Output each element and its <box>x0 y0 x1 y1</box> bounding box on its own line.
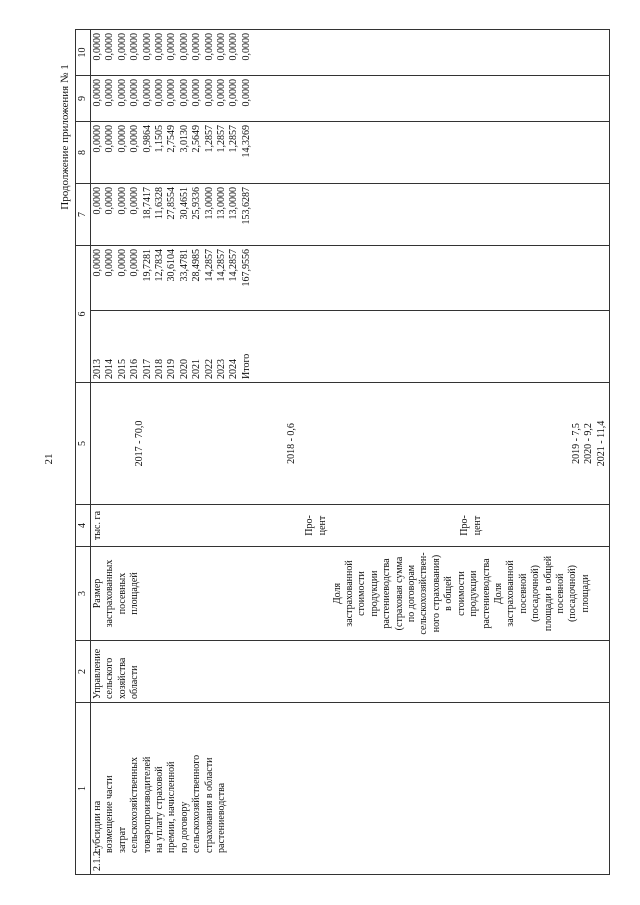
header-col-1: 1 <box>76 703 91 875</box>
indicators-cell <box>91 547 610 641</box>
value-cell: 0,0000 <box>191 33 203 61</box>
header-col-8: 8 <box>76 122 91 184</box>
unit-thousand-ha: тыс. га <box>92 510 103 541</box>
header-col-6: 6 <box>76 246 91 383</box>
value-cell: 0,0000 <box>129 33 141 61</box>
indicator-line: сельскохозяйствен- <box>418 552 430 635</box>
unit-line: Про- <box>459 515 471 536</box>
value-cell: 28,4985 <box>191 249 203 282</box>
value-cell: 0,0000 <box>129 187 141 215</box>
value-cell: 0,0000 <box>216 33 228 61</box>
measure-name-line: растениеводства <box>216 782 228 853</box>
value-cell: 0,0000 <box>203 79 215 107</box>
executor-line: сельского <box>104 657 116 699</box>
value-cell: 0,0000 <box>104 79 116 107</box>
year-value: 2020 <box>178 359 190 379</box>
indicator-line: площади в общей <box>542 555 554 632</box>
indicator-line: застрахованной <box>505 560 517 627</box>
indicator-insured-value-share <box>332 550 493 637</box>
value-cell: 0,0000 <box>116 249 128 277</box>
indicator-insured-area <box>92 550 142 637</box>
executor-line: хозяйства <box>116 657 128 699</box>
indicator-line: в общей <box>443 576 455 611</box>
value-cell: 0,0000 <box>92 249 103 277</box>
year-value: 2022 <box>203 359 215 379</box>
value-cell: 0,0000 <box>141 33 153 61</box>
measure-name-line: возмещение части <box>104 775 116 853</box>
rotated-table-wrapper <box>75 30 610 875</box>
value-cell: 14,2857 <box>203 249 215 282</box>
unit-line: цент <box>471 515 483 536</box>
indicator-line: растениеводства <box>381 558 393 629</box>
target-insured-value-share: 2018 - 0,6 <box>286 423 298 464</box>
year-value: 2017 <box>141 359 153 379</box>
value-cell: 19,7281 <box>141 249 153 282</box>
value-cell: 2,5649 <box>191 125 203 153</box>
value-cell: 1,2857 <box>203 125 215 153</box>
value-cell: 30,4651 <box>178 187 190 220</box>
year-value: 2014 <box>104 359 116 379</box>
value-cell: 0,0000 <box>228 33 240 61</box>
values-col10 <box>92 33 253 72</box>
target-line: 2021 - 11,4 <box>595 420 607 467</box>
col6-cell <box>91 246 610 311</box>
target-insured-area-share <box>571 386 608 501</box>
values-col9 <box>92 79 253 118</box>
indicator-line: ного страхования) <box>430 554 442 633</box>
measure-name-line: по договору <box>178 801 190 853</box>
value-cell: 27,8554 <box>166 187 178 220</box>
unit-line: цент <box>316 515 328 536</box>
indicator-line: (страховая сумма <box>393 556 405 631</box>
value-cell: 18,7417 <box>141 187 153 220</box>
years-list <box>92 314 253 379</box>
indicator-line: растениеводства <box>480 558 492 629</box>
header-col-5: 5 <box>76 383 91 505</box>
header-col-7: 7 <box>76 184 91 246</box>
value-cell: 0,0000 <box>129 249 141 277</box>
indicator-line: площади <box>579 574 591 613</box>
header-row <box>76 30 91 875</box>
measures-table <box>75 29 610 875</box>
value-cell: 33,4781 <box>178 249 190 282</box>
executor-line: области <box>129 665 141 699</box>
value-cell: 0,0000 <box>92 33 103 61</box>
indicator-insured-area-share <box>493 550 592 637</box>
year-value: 2024 <box>228 359 240 379</box>
years-cell <box>91 311 610 383</box>
value-cell: 0,0000 <box>178 33 190 61</box>
indicator-line: продукции <box>468 570 480 617</box>
values-col8 <box>92 125 253 180</box>
year-value: 2015 <box>116 359 128 379</box>
value-cell: 0,0000 <box>92 125 103 153</box>
measure-name-line: премии, начисленной <box>166 761 178 853</box>
value-cell: 0,0000 <box>116 187 128 215</box>
value-cell: 153,6287 <box>240 187 252 225</box>
value-cell: 0,0000 <box>104 187 116 215</box>
indicator-line: посевной <box>517 573 529 614</box>
value-cell: 0,0000 <box>228 79 240 107</box>
measure-code: 2.1.2. <box>92 848 103 871</box>
indicator-line: продукции <box>368 570 380 617</box>
year-value: 2021 <box>191 359 203 379</box>
targets-cell <box>91 383 610 505</box>
indicator-line: посевных <box>116 572 128 615</box>
value-cell: 1,2857 <box>228 125 240 153</box>
target-line: 2020 - 9,2 <box>583 423 595 464</box>
year-value: Итого <box>240 353 252 379</box>
value-cell: 0,0000 <box>166 79 178 107</box>
indicator-line: (посадочной) <box>567 565 579 622</box>
indicator-line: по договорам <box>406 564 418 623</box>
header-col-9: 9 <box>76 76 91 122</box>
units-cell <box>91 505 610 547</box>
value-cell: 30,6104 <box>166 249 178 282</box>
header-col-2: 2 <box>76 641 91 703</box>
value-cell: 0,0000 <box>116 125 128 153</box>
value-cell: 13,0000 <box>203 187 215 220</box>
value-cell: 0,0000 <box>154 79 166 107</box>
col8-cell <box>91 122 610 184</box>
measure-name-line: товаропроизводителей <box>141 756 153 853</box>
indicator-line: стоимости <box>356 571 368 616</box>
indicator-line: посевной <box>554 573 566 614</box>
indicator-line: стоимости <box>455 571 467 616</box>
value-cell: 0,0000 <box>129 125 141 153</box>
value-cell: 11,6328 <box>154 187 166 220</box>
value-cell: 0,0000 <box>92 187 103 215</box>
measure-name-cell <box>91 703 610 875</box>
header-col-4: 4 <box>76 505 91 547</box>
year-value: 2016 <box>129 359 141 379</box>
value-cell: 0,0000 <box>216 79 228 107</box>
col9-cell <box>91 76 610 122</box>
measure-name-line: субсидии на <box>92 800 104 853</box>
value-cell: 0,0000 <box>240 79 252 107</box>
value-cell: 12,7834 <box>154 249 166 282</box>
measure-name-line: затрат <box>116 826 128 853</box>
header-col-10: 10 <box>76 30 91 76</box>
value-cell: 0,0000 <box>116 33 128 61</box>
measure-name-line: страхования в области <box>203 757 215 853</box>
value-cell: 14,2857 <box>216 249 228 282</box>
executor-cell <box>91 641 610 703</box>
unit-percent <box>459 508 484 543</box>
value-cell: 0,0000 <box>178 79 190 107</box>
value-cell: 0,0000 <box>129 79 141 107</box>
value-cell: 0,0000 <box>166 33 178 61</box>
executor <box>92 644 142 699</box>
value-cell: 0,0000 <box>191 79 203 107</box>
col10-cell <box>91 30 610 76</box>
year-value: 2019 <box>166 359 178 379</box>
indicator-line: (посадочной) <box>530 565 542 622</box>
appendix-caption: Продолжение приложения № 1 <box>59 64 71 210</box>
indicator-line: Доля <box>492 582 504 605</box>
value-cell: 0,0000 <box>104 33 116 61</box>
indicator-line: Доля <box>331 582 343 605</box>
value-cell: 3,0130 <box>178 125 190 153</box>
value-cell: 13,0000 <box>216 187 228 220</box>
value-cell: 0,0000 <box>92 79 103 107</box>
value-cell: 0,0000 <box>154 33 166 61</box>
table-row <box>91 30 610 875</box>
unit-line: Про- <box>304 515 316 536</box>
executor-line: Управление <box>92 648 103 699</box>
values-col7 <box>92 187 253 242</box>
measure-name-line: сельскохозяйственных <box>129 757 141 853</box>
year-value: 2013 <box>92 359 103 379</box>
indicator-line: застрахованной <box>344 560 356 627</box>
value-cell: 0,0000 <box>116 79 128 107</box>
year-value: 2018 <box>154 359 166 379</box>
value-cell: 0,9864 <box>141 125 153 153</box>
col7-cell <box>91 184 610 246</box>
value-cell: 167,9556 <box>240 249 252 287</box>
page-number: 21 <box>43 453 55 465</box>
measure-name-line: на уплату страховой <box>154 766 166 853</box>
value-cell: 0,0000 <box>104 249 116 277</box>
header-col-3: 3 <box>76 547 91 641</box>
year-value: 2023 <box>216 359 228 379</box>
unit-percent <box>304 508 329 543</box>
values-col6 <box>92 249 253 307</box>
value-cell: 0,0000 <box>203 33 215 61</box>
indicator-line: Размер <box>92 578 103 609</box>
value-cell: 14,3269 <box>240 125 252 158</box>
value-cell: 1,2857 <box>216 125 228 153</box>
value-cell: 1,1505 <box>154 125 166 153</box>
measure-name-line: сельскохозяйственного <box>191 754 203 853</box>
value-cell: 2,7549 <box>166 125 178 153</box>
value-cell: 0,0000 <box>240 33 252 61</box>
indicator-line: застрахованных <box>104 559 116 628</box>
value-cell: 13,0000 <box>228 187 240 220</box>
measure-name <box>92 706 228 853</box>
value-cell: 0,0000 <box>141 79 153 107</box>
target-insured-area: 2017 - 70,0 <box>134 420 145 467</box>
value-cell: 0,0000 <box>104 125 116 153</box>
value-cell: 14,2857 <box>228 249 240 282</box>
value-cell: 25,9336 <box>191 187 203 220</box>
indicator-line: площадей <box>129 572 141 615</box>
target-line: 2019 - 7,5 <box>570 423 582 464</box>
